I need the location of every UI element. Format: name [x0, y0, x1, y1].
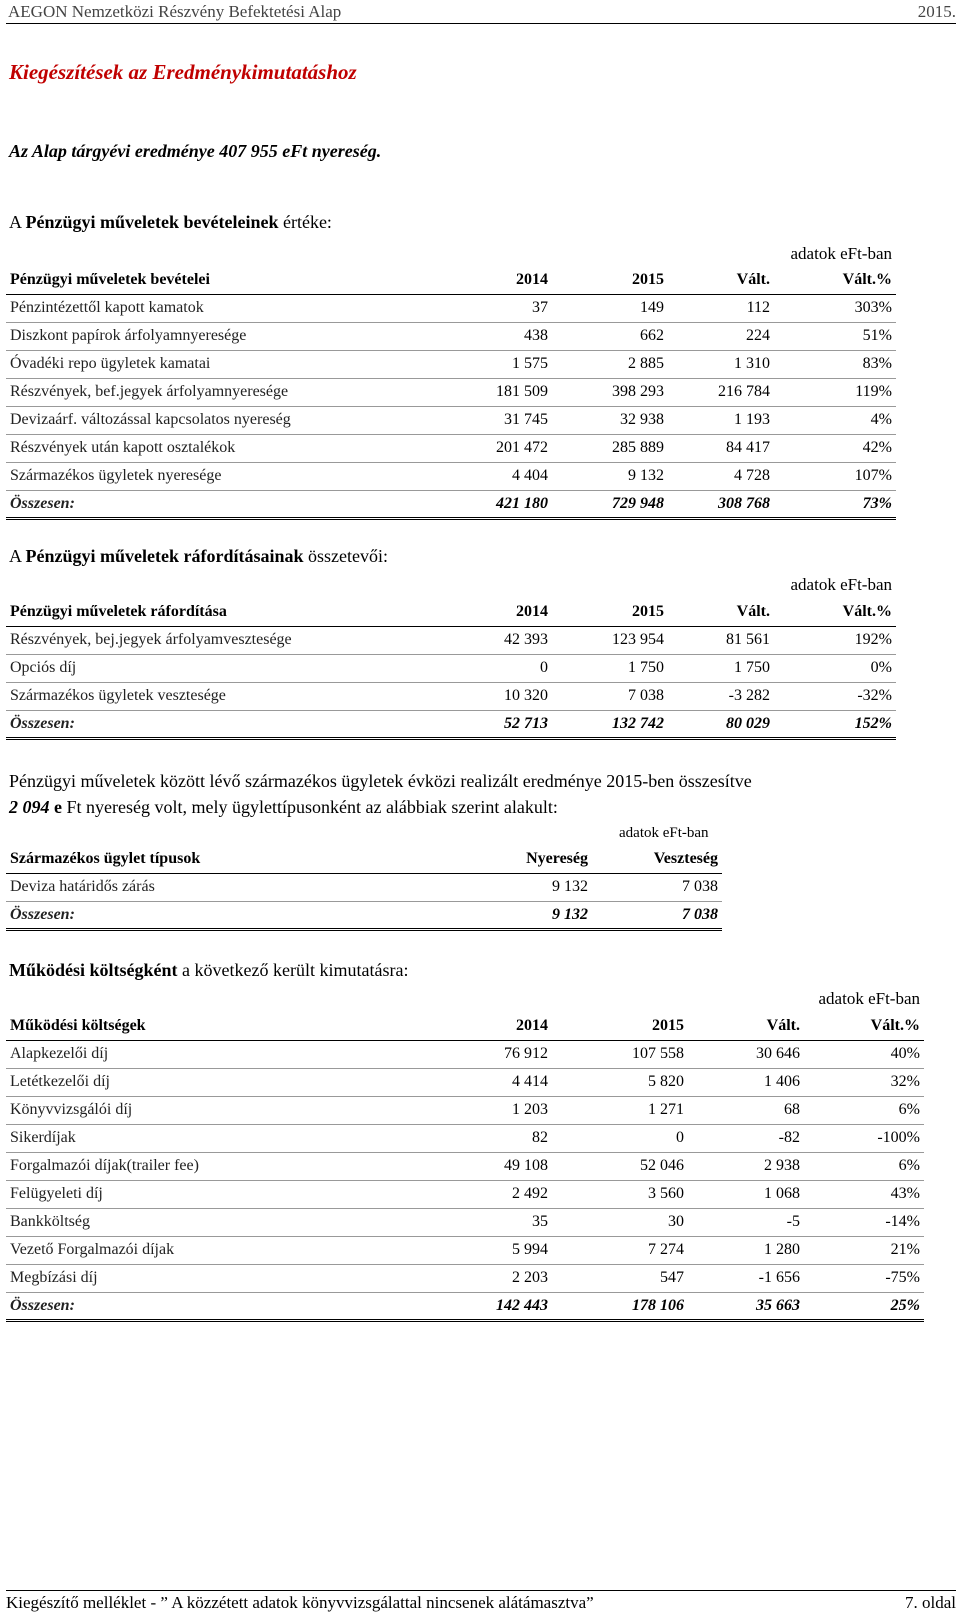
cell-value: Vált. — [668, 598, 774, 626]
cell-value: Nyereség — [466, 845, 592, 873]
row-label: Összesen: — [6, 490, 442, 518]
cell-value: 0 — [442, 654, 552, 682]
table-row — [6, 1180, 924, 1208]
derivatives-unit: adatok eFt-ban — [619, 825, 709, 841]
cell-value: Vált.% — [804, 1012, 924, 1040]
cell-value: -82 — [688, 1124, 804, 1152]
row-label: Működési költségek — [6, 1012, 442, 1040]
cell-value: Vált. — [688, 1012, 804, 1040]
cell-value: 119% — [774, 378, 896, 406]
section-title: Kiegészítések az Eredménykimutatáshoz — [9, 60, 357, 84]
cell-value: 7 274 — [552, 1236, 688, 1264]
cell-value: 6% — [804, 1096, 924, 1124]
row-label: Könyvvizsgálói díj — [6, 1096, 442, 1124]
table-row — [6, 434, 896, 462]
row-label: Pénzügyi műveletek bevételei — [6, 266, 442, 294]
cell-value: 149 — [552, 294, 668, 322]
cell-value: 2014 — [442, 1012, 552, 1040]
table-row — [6, 626, 896, 654]
cell-value: 438 — [442, 322, 552, 350]
row-label: Pénzügyi műveletek ráfordítása — [6, 598, 442, 626]
cell-value: 201 472 — [442, 434, 552, 462]
cell-value: 30 646 — [688, 1040, 804, 1068]
cell-value: 30 — [552, 1208, 688, 1236]
table-total-row — [6, 490, 896, 518]
cell-value: 83% — [774, 350, 896, 378]
cell-value: 82 — [442, 1124, 552, 1152]
cell-value: 7 038 — [592, 901, 722, 929]
cell-value: 40% — [804, 1040, 924, 1068]
cell-value: 2 885 — [552, 350, 668, 378]
cell-value: -32% — [774, 682, 896, 710]
cell-value: 1 750 — [552, 654, 668, 682]
table-row — [6, 322, 896, 350]
cell-value: 43% — [804, 1180, 924, 1208]
header-year: 2015. — [917, 2, 956, 21]
cell-value: 421 180 — [442, 490, 552, 518]
row-label: Összesen: — [6, 710, 442, 738]
row-label: Összesen: — [6, 901, 466, 929]
operating-unit: adatok eFt-ban — [818, 989, 920, 1008]
cell-value: 35 663 — [688, 1292, 804, 1320]
cell-value: 308 768 — [668, 490, 774, 518]
cell-value: 303% — [774, 294, 896, 322]
expense-intro: A Pénzügyi műveletek ráfordításainak összetevői: — [9, 546, 388, 566]
cell-value: 4 728 — [668, 462, 774, 490]
table-total-row — [6, 710, 896, 738]
row-label: Részvények, bej.jegyek árfolyamvesztesége — [6, 626, 442, 654]
expense-unit: adatok eFt-ban — [790, 575, 892, 594]
row-label: Felügyeleti díj — [6, 1180, 442, 1208]
row-label: Összesen: — [6, 1292, 442, 1320]
row-label: Megbízási díj — [6, 1264, 442, 1292]
table-header-row — [6, 598, 896, 626]
cell-value: 3 560 — [552, 1180, 688, 1208]
cell-value: 73% — [774, 490, 896, 518]
table-row — [6, 378, 896, 406]
cell-value: Vált.% — [774, 598, 896, 626]
cell-value: 1 068 — [688, 1180, 804, 1208]
cell-value: 547 — [552, 1264, 688, 1292]
cell-value: 7 038 — [552, 682, 668, 710]
row-label: Opciós díj — [6, 654, 442, 682]
cell-value: 1 280 — [688, 1236, 804, 1264]
cell-value: 224 — [668, 322, 774, 350]
cell-value: 1 271 — [552, 1096, 688, 1124]
cell-value: 52 713 — [442, 710, 552, 738]
cell-value: 1 310 — [668, 350, 774, 378]
table-row — [6, 1236, 924, 1264]
cell-value: -1 656 — [688, 1264, 804, 1292]
table-row — [6, 294, 896, 322]
cell-value: 4 404 — [442, 462, 552, 490]
table-row — [6, 1068, 924, 1096]
row-label: Pénzintézettől kapott kamatok — [6, 294, 442, 322]
cell-value: 9 132 — [466, 873, 592, 901]
cell-value: 80 029 — [668, 710, 774, 738]
cell-value: 4% — [774, 406, 896, 434]
cell-value: 42% — [774, 434, 896, 462]
cell-value: Vált.% — [774, 266, 896, 294]
cell-value: 0% — [774, 654, 896, 682]
table-header-row — [6, 266, 896, 294]
cell-value: -14% — [804, 1208, 924, 1236]
row-label: Deviza határidős zárás — [6, 873, 466, 901]
cell-value: 285 889 — [552, 434, 668, 462]
row-label: Vezető Forgalmazói díjak — [6, 1236, 442, 1264]
cell-value: 6% — [804, 1152, 924, 1180]
cell-value: 192% — [774, 626, 896, 654]
row-label: Sikerdíjak — [6, 1124, 442, 1152]
cell-value: 398 293 — [552, 378, 668, 406]
cell-value: -100% — [804, 1124, 924, 1152]
cell-value: -3 282 — [668, 682, 774, 710]
cell-value: 25% — [804, 1292, 924, 1320]
row-label: Bankköltség — [6, 1208, 442, 1236]
table-row — [6, 462, 896, 490]
cell-value: 142 443 — [442, 1292, 552, 1320]
income-intro: A Pénzügyi műveletek bevételeinek értéke: — [9, 212, 332, 232]
row-label: Származékos ügyletek vesztesége — [6, 682, 442, 710]
table-total-row — [6, 1292, 924, 1320]
cell-value: 5 994 — [442, 1236, 552, 1264]
cell-value: 152% — [774, 710, 896, 738]
cell-value: 4 414 — [442, 1068, 552, 1096]
cell-value: 2015 — [552, 1012, 688, 1040]
derivatives-paragraph: Pénzügyi műveletek között lévő származékos ügyletek évközi realizált eredménye 2015-ben összesítve 2 094 e Ft nyereség volt, mely ügylettípusonként az alábbiak szerint alakult: — [9, 771, 752, 817]
cell-value: 123 954 — [552, 626, 668, 654]
row-label: Diszkont papírok árfolyamnyeresége — [6, 322, 442, 350]
derivatives-table — [6, 845, 722, 931]
cell-value: 662 — [552, 322, 668, 350]
cell-value: 216 784 — [668, 378, 774, 406]
table-header-row — [6, 1012, 924, 1040]
table-row — [6, 1124, 924, 1152]
table-row — [6, 1208, 924, 1236]
operating-intro: Működési költségként a következő került kimutatásra: — [9, 960, 409, 980]
table-row — [6, 1152, 924, 1180]
row-label: Óvadéki repo ügyletek kamatai — [6, 350, 442, 378]
cell-value: 7 038 — [592, 873, 722, 901]
cell-value: 2015 — [552, 598, 668, 626]
fund-name: AEGON Nemzetközi Részvény Befektetési Alap — [8, 2, 342, 21]
row-label: Részvények, bef.jegyek árfolyamnyeresége — [6, 378, 442, 406]
page-footer — [6, 1590, 956, 1613]
page-header — [6, 2, 956, 24]
cell-value: 1 406 — [688, 1068, 804, 1096]
cell-value: 132 742 — [552, 710, 668, 738]
page-number: 7. oldal — [905, 1593, 956, 1612]
cell-value: 68 — [688, 1096, 804, 1124]
cell-value: 2015 — [552, 266, 668, 294]
income-table — [6, 266, 896, 520]
cell-value: 181 509 — [442, 378, 552, 406]
cell-value: 52 046 — [552, 1152, 688, 1180]
cell-value: 107 558 — [552, 1040, 688, 1068]
cell-value: 9 132 — [466, 901, 592, 929]
row-label: Részvények után kapott osztalékok — [6, 434, 442, 462]
cell-value: 107% — [774, 462, 896, 490]
cell-value: 0 — [552, 1124, 688, 1152]
table-header-row — [6, 845, 722, 873]
cell-value: 32% — [804, 1068, 924, 1096]
cell-value: 84 417 — [668, 434, 774, 462]
cell-value: Vált. — [668, 266, 774, 294]
table-row — [6, 1096, 924, 1124]
cell-value: 2 203 — [442, 1264, 552, 1292]
table-total-row — [6, 901, 722, 929]
cell-value: 49 108 — [442, 1152, 552, 1180]
cell-value: 1 750 — [668, 654, 774, 682]
cell-value: 37 — [442, 294, 552, 322]
row-label: Alapkezelői díj — [6, 1040, 442, 1068]
cell-value: 112 — [668, 294, 774, 322]
cell-value: 2014 — [442, 266, 552, 294]
table-row — [6, 1264, 924, 1292]
table-row — [6, 873, 722, 901]
cell-value: 81 561 — [668, 626, 774, 654]
cell-value: 10 320 — [442, 682, 552, 710]
cell-value: Veszteség — [592, 845, 722, 873]
cell-value: 1 193 — [668, 406, 774, 434]
table-row — [6, 654, 896, 682]
footer-note: Kiegészítő melléklet - ” A közzétett adatok könyvvizsgálattal nincsenek alátámasztva” — [6, 1593, 594, 1612]
result-line: Az Alap tárgyévi eredménye 407 955 eFt nyereség. — [9, 141, 382, 161]
cell-value: 1 575 — [442, 350, 552, 378]
cell-value: 76 912 — [442, 1040, 552, 1068]
cell-value: 2 938 — [688, 1152, 804, 1180]
cell-value: 178 106 — [552, 1292, 688, 1320]
row-label: Származékos ügylet típusok — [6, 845, 466, 873]
cell-value: 21% — [804, 1236, 924, 1264]
row-label: Forgalmazói díjak(trailer fee) — [6, 1152, 442, 1180]
expense-table — [6, 598, 896, 740]
cell-value: -75% — [804, 1264, 924, 1292]
cell-value: 31 745 — [442, 406, 552, 434]
cell-value: 51% — [774, 322, 896, 350]
table-row — [6, 350, 896, 378]
cell-value: 32 938 — [552, 406, 668, 434]
table-row — [6, 406, 896, 434]
row-label: Származékos ügyletek nyeresége — [6, 462, 442, 490]
cell-value: 2014 — [442, 598, 552, 626]
table-row — [6, 682, 896, 710]
cell-value: 5 820 — [552, 1068, 688, 1096]
cell-value: 1 203 — [442, 1096, 552, 1124]
cell-value: 9 132 — [552, 462, 668, 490]
cell-value: -5 — [688, 1208, 804, 1236]
row-label: Devizaárf. változással kapcsolatos nyereség — [6, 406, 442, 434]
cell-value: 42 393 — [442, 626, 552, 654]
row-label: Letétkezelői díj — [6, 1068, 442, 1096]
cell-value: 2 492 — [442, 1180, 552, 1208]
cell-value: 35 — [442, 1208, 552, 1236]
income-unit: adatok eFt-ban — [790, 244, 892, 263]
table-row — [6, 1040, 924, 1068]
cell-value: 729 948 — [552, 490, 668, 518]
operating-costs-table — [6, 1012, 924, 1322]
